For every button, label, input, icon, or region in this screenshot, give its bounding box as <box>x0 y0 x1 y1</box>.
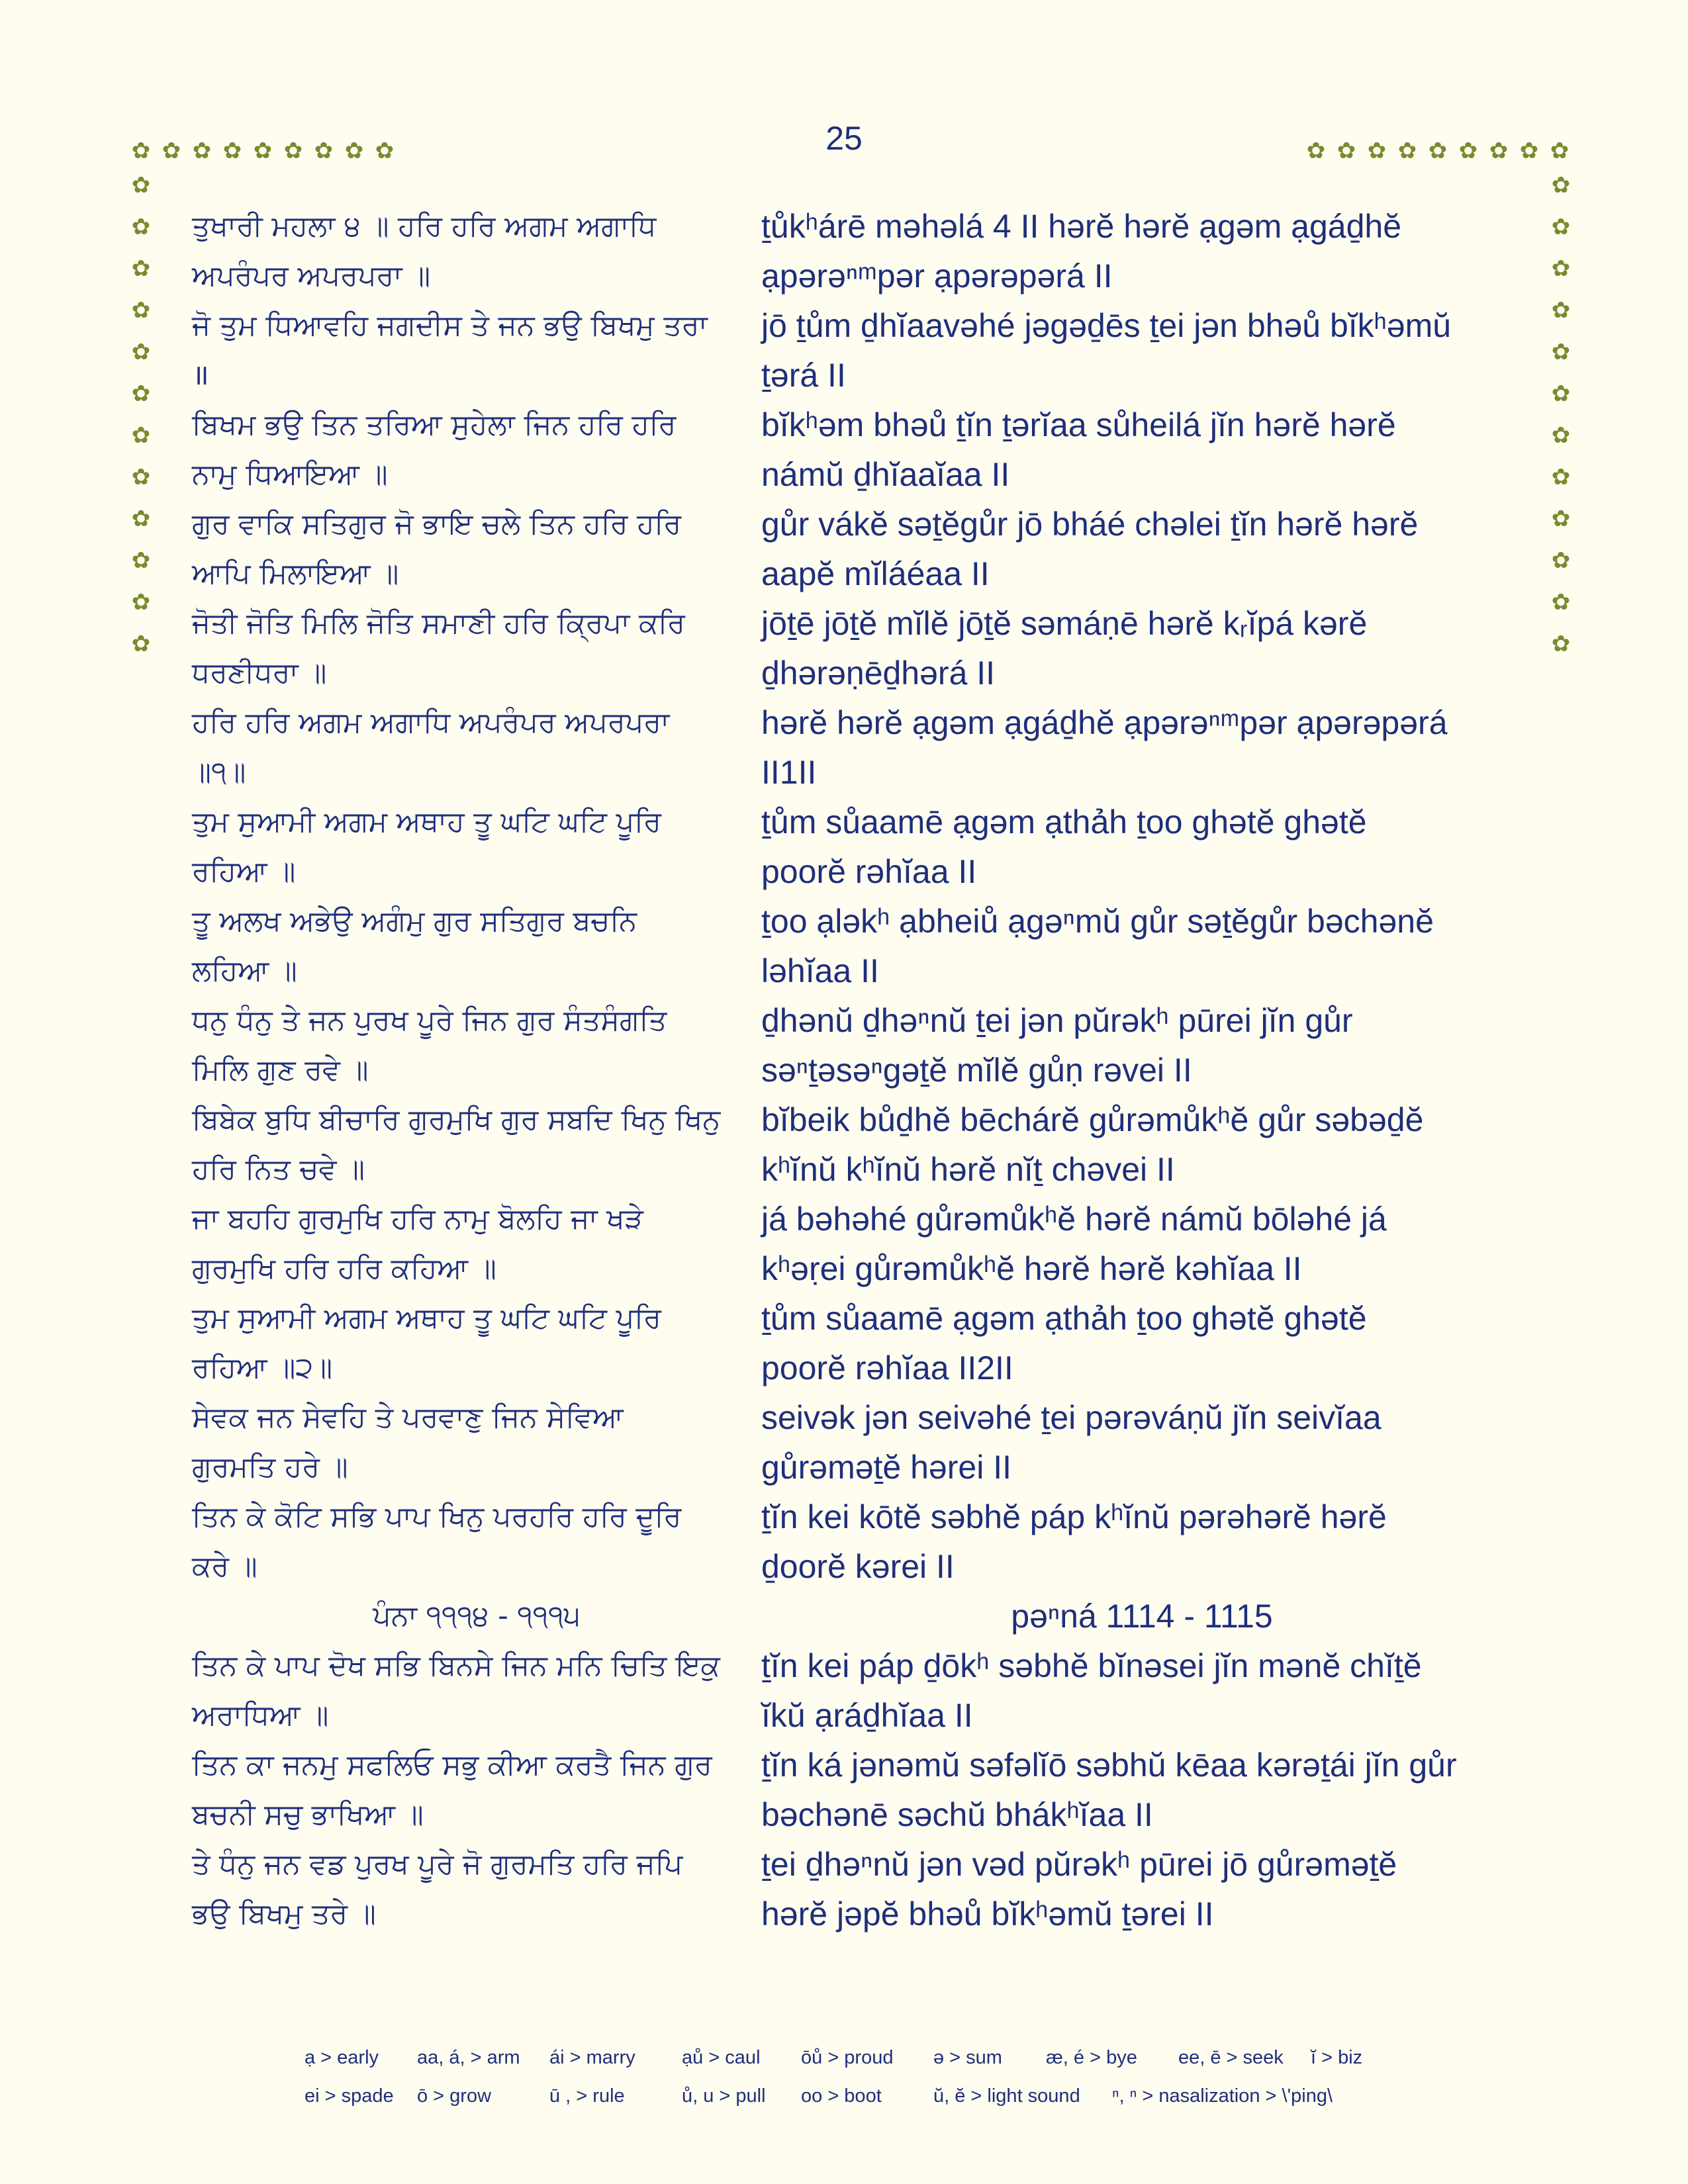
flower-icon: ✿ <box>131 631 151 657</box>
gurmukhi-line: ਤੇ ਧੰਨੁ ਜਨ ਵਡ ਪੁਰਖ ਪੂਰੇ ਜੋ ਗੁਰਮਤਿ ਹਰਿ ਜਪਿ ਭਉ ਬਿਖਮੁ ਤਰੇ ॥ <box>192 1848 683 1931</box>
verse-row <box>192 301 1523 400</box>
flower-icon: ✿ <box>131 339 151 365</box>
gurmukhi-line: ਤੂ ਅਲਖ ਅਭੇਉ ਅਗੰਮੁ ਗੁਰ ਸਤਿਗੁਰ ਬਚਨਿ ਲਹਿਆ ॥ <box>192 905 637 987</box>
flower-icon: ✿ <box>1367 138 1387 164</box>
legend-item: ōů > proud <box>801 2046 894 2068</box>
flower-icon: ✿ <box>1306 138 1326 164</box>
flower-icon: ✿ <box>162 138 181 164</box>
verse-list <box>192 202 1523 1592</box>
flower-icon: ✿ <box>1551 506 1571 532</box>
gurmukhi-line: ਤਿਨ ਕੇ ਪਾਪ ਦੋਖ ਸਭਿ ਬਿਨਸੇ ਜਿਨ ਮਨਿ ਚਿਤਿ ਇਕੁ ਅਰਾਧਿਆ ॥ <box>192 1649 720 1732</box>
transliteration-line: bĭbeik bůḏhĕ bēchárĕ gůrəmůkʰĕ gůr səbəḏĕ kʰĭnŭ kʰĭnŭ hərĕ nĭṯ chəvei II <box>761 1101 1424 1188</box>
gurmukhi-line: ਹਰਿ ਹਰਿ ਅਗਮ ਅਗਾਧਿ ਅਪਰੰਪਰ ਅਪਰਪਰਾ ॥੧॥ <box>192 706 670 789</box>
flower-icon: ✿ <box>222 138 242 164</box>
legend-item: ee, ē > seek <box>1178 2046 1284 2068</box>
transliteration-line: ṯoo ạləkʰ ạbheiů ạgəⁿmŭ gůr səṯĕgůr bəchənĕ ləhĭaa II <box>761 903 1434 989</box>
legend-item: ái > marry <box>549 2046 635 2068</box>
transliteration-line: seivək jən seivəhé ṯei pərəváṇŭ jĭn seivĭaa gůrəməṯĕ hərei II <box>761 1399 1382 1486</box>
transliteration-line: já bəhəhé gůrəmůkʰĕ hərĕ námŭ bōləhé já kʰəṛei gůrəmůkʰĕ hərĕ hərĕ kəhĭaa II <box>761 1201 1387 1287</box>
flower-icon: ✿ <box>1397 138 1417 164</box>
flower-icon: ✿ <box>375 138 395 164</box>
legend-item: ei > spade <box>305 2085 394 2107</box>
verse-row <box>192 1294 1523 1393</box>
gurmukhi-line: ਤਿਨ ਕੇ ਕੋਟਿ ਸਭਿ ਪਾਪ ਖਿਨੁ ਪਰਹਰਿ ਹਰਿ ਦੂਰਿ ਕਰੇ ॥ <box>192 1500 682 1583</box>
transliteration-line: ḏhənŭ ḏhəⁿnŭ ṯei jən pŭrəkʰ pūrei jĭn gůr səⁿṯəsəⁿgəṯĕ mĭlĕ gůṇ rəvei II <box>761 1002 1353 1089</box>
flower-icon: ✿ <box>1551 339 1571 365</box>
flower-icon: ✿ <box>1551 255 1571 282</box>
flower-icon: ✿ <box>131 138 151 164</box>
verse-row <box>192 1195 1523 1294</box>
transliteration-line: gůr vákĕ səṯĕgůr jō bháé chəlei ṯĭn hərĕ hərĕ aapĕ mĭláéaa II <box>761 506 1419 592</box>
flower-icon: ✿ <box>1428 138 1448 164</box>
transliteration-line: ṯei ḏhəⁿnŭ jən vəd pŭrəkʰ pūrei jō gůrəməṯĕ hərĕ jəpĕ bhəů bĭkʰəmŭ ṯərei II <box>761 1846 1397 1933</box>
verse-row <box>192 500 1523 599</box>
flower-icon: ✿ <box>131 464 151 490</box>
flower-icon: ✿ <box>1551 172 1571 199</box>
flower-icon: ✿ <box>253 138 273 164</box>
gurmukhi-line: ਬਿਖਮ ਭਉ ਤਿਨ ਤਰਿਆ ਸੁਹੇਲਾ ਜਿਨ ਹਰਿ ਹਰਿ ਨਾਮੁ ਧਿਆਇਆ ॥ <box>192 408 677 491</box>
legend-item: oo > boot <box>801 2085 882 2107</box>
transliteration-line: ṯům sůaamē ạgəm ạthảh ṯoo ghətĕ ghətĕ poorĕ rəhĭaa II2II <box>761 1300 1367 1387</box>
verse-content <box>192 202 1523 1939</box>
flower-icon: ✿ <box>1551 589 1571 615</box>
gurmukhi-line: ਜਾ ਬਹਹਿ ਗੁਰਮੁਖਿ ਹਰਿ ਨਾਮੁ ਬੋਲਹਿ ਜਾ ਖੜੇ ਗੁਰਮੁਖਿ ਹਰਿ ਹਰਿ ਕਹਿਆ ॥ <box>192 1203 643 1285</box>
transliteration-line: bĭkʰəm bhəů ṯĭn ṯərĭaa sůheilá jĭn hərĕ hərĕ námŭ ḏhĭaaĭaa II <box>761 406 1396 493</box>
verse-row <box>192 202 1523 301</box>
flower-icon: ✿ <box>131 381 151 407</box>
pronunciation-legend <box>305 2038 1496 2115</box>
flower-icon: ✿ <box>1550 138 1570 164</box>
flower-icon: ✿ <box>131 172 151 199</box>
flower-icon: ✿ <box>131 506 151 532</box>
legend-item: æ, é > bye <box>1046 2046 1137 2068</box>
flower-icon: ✿ <box>344 138 364 164</box>
flower-icon: ✿ <box>1336 138 1356 164</box>
flower-icon: ✿ <box>131 297 151 324</box>
legend-row <box>305 2077 1496 2115</box>
verse-row <box>192 1741 1523 1840</box>
transliteration-line: jō ṯům ḏhĭaavəhé jəgəḏēs ṯei jən bhəů bĭkʰəmŭ ṯərá II <box>761 307 1452 394</box>
verse-row <box>192 1393 1523 1492</box>
verse-row <box>192 1840 1523 1939</box>
flower-icon: ✿ <box>131 214 151 240</box>
gurmukhi-line: ਤੁਮ ਸੁਆਮੀ ਅਗਮ ਅਥਾਹ ਤੂ ਘਟਿ ਘਟਿ ਪੂਰਿ ਰਹਿਆ ॥੨॥ <box>192 1302 661 1385</box>
flower-icon: ✿ <box>131 547 151 574</box>
flower-icon: ✿ <box>1551 631 1571 657</box>
page-number: 25 <box>825 120 863 157</box>
page-range-gurmukhi: ਪੰਨਾ ੧੧੧੪ - ੧੧੧੫ <box>373 1600 581 1633</box>
gurmukhi-line: ਤੁਖਾਰੀ ਮਹਲਾ ੪ ॥ ਹਰਿ ਹਰਿ ਅਗਮ ਅਗਾਧਿ ਅਪਰੰਪਰ ਅਪਰਪਰਾ ॥ <box>192 210 657 293</box>
flower-icon: ✿ <box>131 422 151 449</box>
legend-item: ạů > caul <box>682 2046 761 2068</box>
verse-row <box>192 1641 1523 1741</box>
flower-icon: ✿ <box>192 138 212 164</box>
transliteration-line: ṯĭn kei páp ḏōkʰ səbhĕ bĭnəsei jĭn mənĕ chĭṯĕ ĭkŭ ạráḏhĭaa II <box>761 1647 1422 1734</box>
flower-icon: ✿ <box>1458 138 1478 164</box>
transliteration-line: ṯĭn ká jənəmŭ səfəlĭō səbhŭ kēaa kərəṯái jĭn gůr bəchənē səchŭ bhákʰĭaa II <box>761 1747 1457 1833</box>
legend-item: ū , > rule <box>549 2085 625 2107</box>
flower-icon: ✿ <box>1551 297 1571 324</box>
transliteration-line: ṯĭn kei kōtĕ səbhĕ páp kʰĭnŭ pərəhərĕ hərĕ ḏoorĕ kərei II <box>761 1498 1387 1585</box>
gurmukhi-line: ਸੇਵਕ ਜਨ ਸੇਵਹਿ ਤੇ ਪਰਵਾਣੁ ਜਿਨ ਸੇਵਿਆ ਗੁਰਮਤਿ ਹਰੇ ॥ <box>192 1401 624 1484</box>
gurmukhi-line: ਧਨੁ ਧੰਨੁ ਤੇ ਜਨ ਪੁਰਖ ਪੂਰੇ ਜਿਨ ਗੁਰ ਸੰਤਸੰਗਤਿ ਮਿਲਿ ਗੁਣ ਰਵੇ ॥ <box>192 1004 667 1087</box>
verse-row <box>192 400 1523 500</box>
flower-icon: ✿ <box>283 138 303 164</box>
verse-list <box>192 1641 1523 1939</box>
gurmukhi-line: ਜੋ ਤੁਮ ਧਿਆਵਹਿ ਜਗਦੀਸ ਤੇ ਜਨ ਭਉ ਬਿਖਮੁ ਤਰਾ ॥ <box>192 309 708 392</box>
verse-row <box>192 897 1523 996</box>
legend-item: ů, u > pull <box>682 2085 766 2107</box>
gurmukhi-line: ਤੁਮ ਸੁਆਮੀ ਅਗਮ ਅਥਾਹ ਤੂ ਘਟਿ ਘਟਿ ਪੂਰਿ ਰਹਿਆ ॥ <box>192 805 661 888</box>
transliteration-line: ṯům sůaamē ạgəm ạthảh ṯoo ghətĕ ghətĕ poorĕ rəhĭaa II <box>761 803 1367 890</box>
gurmukhi-line: ਤਿਨ ਕਾ ਜਨਮੁ ਸਫਲਿਓ ਸਭੁ ਕੀਆ ਕਰਤੈ ਜਿਨ ਗੁਰ ਬਚਨੀ ਸਚੁ ਭਾਖਿਆ ॥ <box>192 1749 712 1831</box>
flower-icon: ✿ <box>131 589 151 615</box>
flower-icon: ✿ <box>131 255 151 282</box>
flower-icon: ✿ <box>1519 138 1539 164</box>
legend-item: ō > grow <box>417 2085 492 2107</box>
transliteration-line: hərĕ hərĕ ạgəm ạgáḏhĕ ạpərəⁿᵐpər ạpərəpərá II1II <box>761 704 1448 791</box>
transliteration-line: ṯůkʰárē məhəlá 4 II hərĕ hərĕ ạgəm ạgáḏhĕ ạpərəⁿᵐpər ạpərəpərá II <box>761 208 1402 295</box>
gurmukhi-line: ਜੋਤੀ ਜੋਤਿ ਮਿਲਿ ਜੋਤਿ ਸਮਾਣੀ ਹਰਿ ਕ੍ਰਿਪਾ ਕਰਿ ਧਰਣੀਧਰਾ ॥ <box>192 607 685 690</box>
flower-icon: ✿ <box>1551 381 1571 407</box>
legend-item: aa, á, > arm <box>417 2046 520 2068</box>
gurmukhi-line: ਗੁਰ ਵਾਕਿ ਸਤਿਗੁਰ ਜੋ ਭਾਇ ਚਲੇ ਤਿਨ ਹਰਿ ਹਰਿ ਆਪਿ ਮਿਲਾਇਆ ॥ <box>192 508 682 590</box>
verse-row <box>192 1492 1523 1592</box>
verse-row <box>192 996 1523 1095</box>
legend-item: ĭ > biz <box>1311 2046 1363 2068</box>
legend-item: ⁿ, ⁿ > nasalization > \'ping\ <box>1112 2085 1333 2107</box>
verse-row <box>192 1095 1523 1195</box>
legend-item: ə > sum <box>933 2046 1002 2068</box>
flower-icon: ✿ <box>1551 464 1571 490</box>
flower-icon: ✿ <box>1551 547 1571 574</box>
verse-row <box>192 698 1523 797</box>
page-range-translit: pəⁿná 1114 - 1115 <box>1011 1598 1273 1635</box>
flower-icon: ✿ <box>1551 214 1571 240</box>
verse-row <box>192 599 1523 698</box>
verse-row <box>192 797 1523 897</box>
legend-row <box>305 2038 1496 2077</box>
flower-icon: ✿ <box>1551 422 1571 449</box>
flower-icon: ✿ <box>1489 138 1509 164</box>
page-range-heading <box>192 1592 1523 1641</box>
legend-item: ŭ, ĕ > light sound <box>933 2085 1080 2107</box>
legend-item: ạ > early <box>305 2046 379 2068</box>
flower-icon: ✿ <box>314 138 334 164</box>
gurmukhi-line: ਬਿਬੇਕ ਬੁਧਿ ਬੀਚਾਰਿ ਗੁਰਮੁਖਿ ਗੁਰ ਸਬਦਿ ਖਿਨੁ ਖਿਨੁ ਹਰਿ ਨਿਤ ਚਵੇ ॥ <box>192 1103 721 1186</box>
transliteration-line: jōṯē jōṯĕ mĭlĕ jōṯĕ səmáṇē hərĕ kᵣĭpá kərĕ ḏhərəṇēḏhərá II <box>761 605 1368 692</box>
